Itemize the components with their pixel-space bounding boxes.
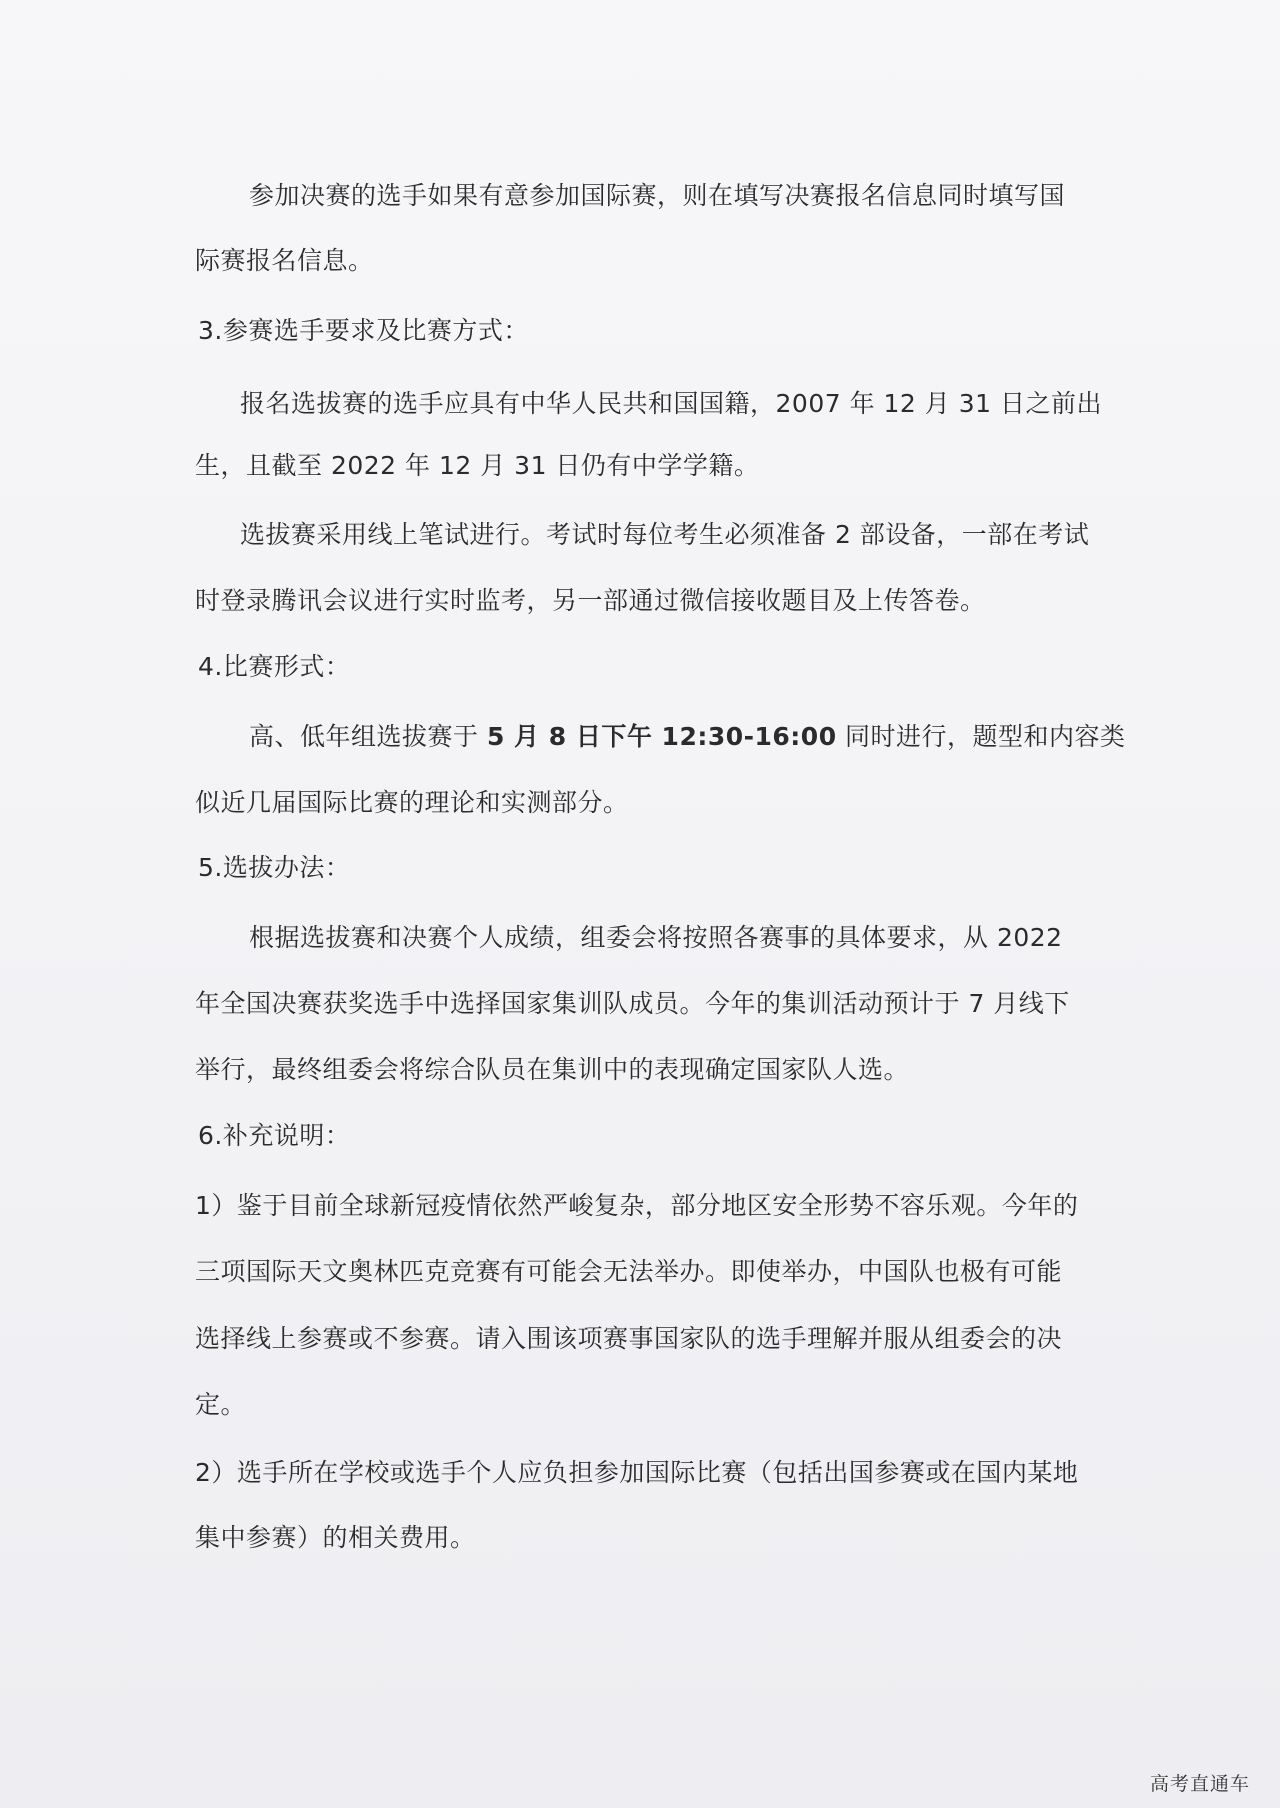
- paragraph-line: 2）选手所在学校或选手个人应负担参加国际比赛（包括出国参赛或在国内某地: [195, 1458, 1079, 1487]
- paragraph-text: 高、低年组选拔赛于: [249, 722, 487, 751]
- paragraph-line: 三项国际天文奥林匹克竞赛有可能会无法举办。即使举办，中国队也极有可能: [195, 1257, 1063, 1286]
- paragraph-line: 举行，最终组委会将综合队员在集训中的表现确定国家队人选。: [195, 1055, 910, 1084]
- paragraph-text: 同时进行，题型和内容类: [836, 722, 1126, 751]
- paragraph-line: 报名选拔赛的选手应具有中华人民共和国国籍，2007 年 12 月 31 日之前出: [240, 389, 1102, 418]
- paragraph-line: 年全国决赛获奖选手中选择国家集训队成员。今年的集训活动预计于 7 月线下: [195, 989, 1070, 1018]
- paragraph-line: 根据选拔赛和决赛个人成绩，组委会将按照各赛事的具体要求，从 2022: [249, 923, 1063, 952]
- section-heading-5: 5.选拔办法：: [198, 853, 351, 882]
- paragraph-line: 似近几届国际比赛的理论和实测部分。: [195, 788, 629, 817]
- section-heading-6: 6.补充说明：: [198, 1121, 351, 1150]
- paragraph-line: 参加决赛的选手如果有意参加国际赛，则在填写决赛报名信息同时填写国: [249, 181, 1066, 210]
- watermark: 高考直通车: [1149, 1773, 1250, 1795]
- exam-time-highlight: 5 月 8 日下午 12:30-16:00: [486, 722, 837, 751]
- paragraph-line: 选拔赛采用线上笔试进行。考试时每位考生必须准备 2 部设备，一部在考试: [240, 520, 1090, 549]
- paragraph-line: 选择线上参赛或不参赛。请入围该项赛事国家队的选手理解并服从组委会的决: [195, 1324, 1063, 1353]
- paragraph-line: 集中参赛）的相关费用。: [195, 1523, 476, 1552]
- section-heading-3: 3.参赛选手要求及比赛方式：: [198, 316, 529, 345]
- paragraph-line: 际赛报名信息。: [195, 246, 374, 275]
- paragraph-line: 1）鉴于目前全球新冠疫情依然严峻复杂，部分地区安全形势不容乐观。今年的: [195, 1191, 1079, 1220]
- section-heading-4: 4.比赛形式：: [198, 652, 351, 681]
- paragraph-line: 生，且截至 2022 年 12 月 31 日仍有中学学籍。: [195, 451, 760, 480]
- paragraph-line: 时登录腾讯会议进行实时监考，另一部通过微信接收题目及上传答卷。: [195, 586, 986, 615]
- paragraph-line: 定。: [195, 1390, 247, 1419]
- paragraph-line-with-emphasis: [249, 719, 1126, 755]
